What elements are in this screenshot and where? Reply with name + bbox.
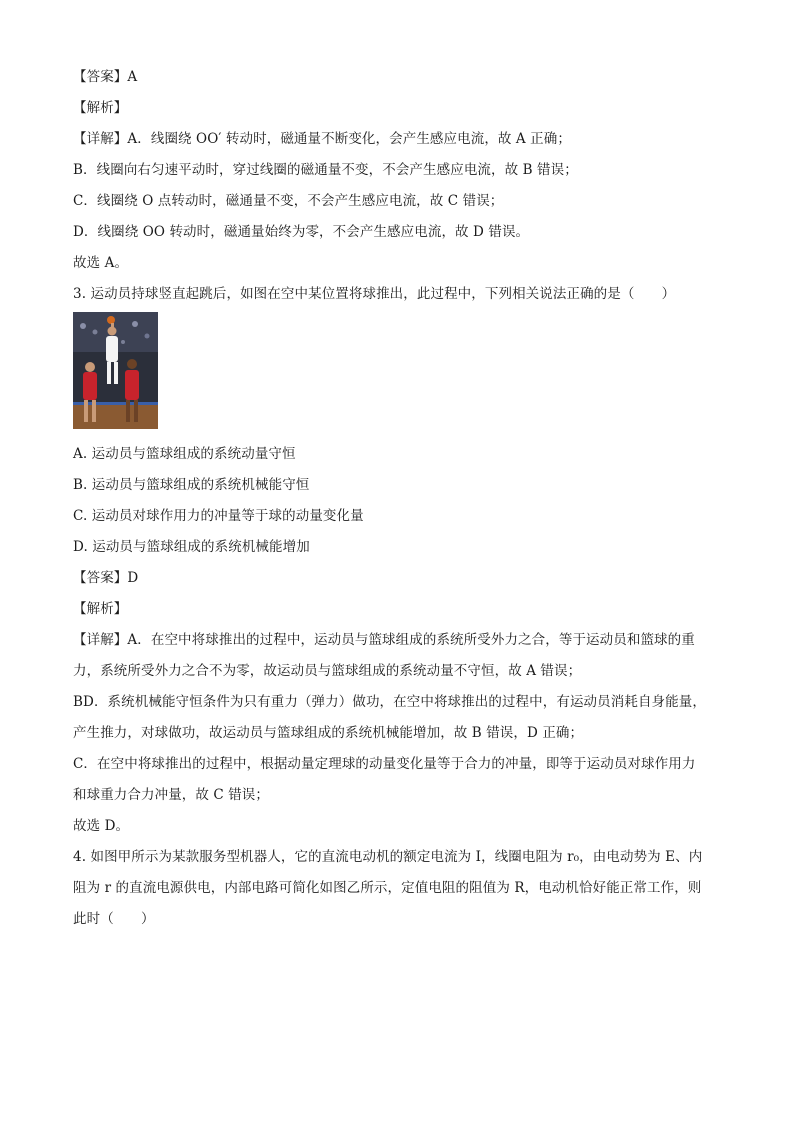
q3-detail-line: BD．系统机械能守恒条件为只有重力（弹力）做功，在空中将球推出的过程中，有运动员消耗自身能量， bbox=[73, 694, 706, 710]
q3-analysis-label: 【解析】 bbox=[73, 601, 128, 617]
document-page bbox=[73, 62, 723, 935]
q2-detail-d: D．线圈绕 OO 转动时，磁通量始终为零，不会产生感应电流，故 D 错误。 bbox=[73, 224, 530, 240]
q2-detail-b: B．线圈向右匀速平动时，穿过线圈的磁通量不变，不会产生感应电流，故 B 错误； bbox=[73, 162, 578, 178]
q3-option-d: D. 运动员与篮球组成的系统机械能增加 bbox=[73, 539, 310, 555]
q4-question-line: 4. 如图甲所示为某款服务型机器人，它的直流电动机的额定电流为 I，线圈电阻为 r₀，由电动势为 E、内 bbox=[73, 849, 703, 865]
q4-question-line: 阻为 r 的直流电源供电，内部电路可简化如图乙所示，定值电阻的阻值为 R，电动机恰好能正常工作，则 bbox=[73, 880, 702, 896]
q3-option-c: C. 运动员对球作用力的冲量等于球的动量变化量 bbox=[73, 508, 364, 524]
q2-answer: 【答案】A bbox=[73, 69, 138, 85]
q3-detail-line: 和球重力合力冲量，故 C 错误； bbox=[73, 787, 270, 803]
q3-detail-line: 力，系统所受外力之合不为零，故运动员与篮球组成的系统动量不守恒，故 A 错误； bbox=[73, 663, 582, 679]
q3-question: 3. 运动员持球竖直起跳后，如图在空中某位置将球推出，此过程中，下列相关说法正确的是（ ） bbox=[73, 286, 676, 302]
q3-option-a: A. 运动员与篮球组成的系统动量守恒 bbox=[73, 446, 296, 462]
q3-answer: 【答案】D bbox=[73, 570, 139, 586]
q3-detail-line: 【详解】A．在空中将球推出的过程中，运动员与篮球组成的系统所受外力之合，等于运动员和篮球的重 bbox=[73, 632, 695, 648]
q3-conclusion: 故选 D。 bbox=[73, 818, 130, 834]
q2-detail-a: 【详解】A．线圈绕 OO′ 转动时，磁通量不断变化，会产生感应电流，故 A 正确； bbox=[73, 131, 571, 147]
q2-detail-c: C．线圈绕 O 点转动时，磁通量不变，不会产生感应电流，故 C 错误； bbox=[73, 193, 504, 209]
q2-conclusion: 故选 A。 bbox=[73, 255, 129, 271]
q4-question-line: 此时（ ） bbox=[73, 911, 155, 927]
q3-detail-line: 产生推力，对球做功，故运动员与篮球组成的系统机械能增加，故 B 错误，D 正确； bbox=[73, 725, 584, 741]
q2-analysis-label: 【解析】 bbox=[73, 100, 128, 116]
basketball-photo bbox=[73, 312, 158, 429]
q3-option-b: B. 运动员与篮球组成的系统机械能守恒 bbox=[73, 477, 310, 493]
q3-detail-line: C．在空中将球推出的过程中，根据动量定理球的动量变化量等于合力的冲量，即等于运动员对球作用力 bbox=[73, 756, 696, 772]
